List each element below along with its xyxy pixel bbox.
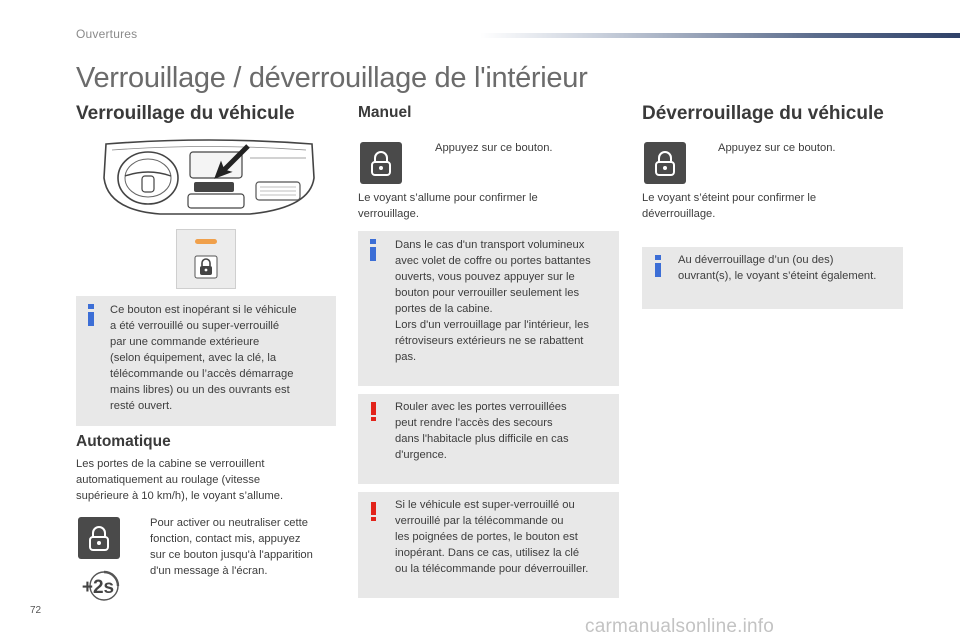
page-number: 72	[30, 605, 42, 616]
warning-icon	[370, 402, 376, 421]
automatic-instruction: Pour activer ou neutraliser cette fonction, contact mis, appuyez sur ce bouton jusqu'à l'apparition d'un message à l'écran.	[150, 517, 313, 577]
timer-icon	[76, 569, 122, 603]
manual-instruction: Appuyez sur ce bouton.	[435, 142, 553, 154]
unlock-confirm-text: Le voyant s’éteint pour confirmer le déverrouillage.	[642, 192, 817, 220]
automatic-title: Automatique	[76, 433, 171, 450]
led-indicator	[195, 239, 217, 244]
lock-icon	[369, 150, 393, 176]
manual-title: Manuel	[358, 104, 412, 121]
header-gradient-bar	[480, 33, 960, 38]
lock-section-title: Verrouillage du véhicule	[76, 103, 295, 124]
info-box-cabin-lock	[358, 231, 619, 386]
unlock-section-title: Déverrouillage du véhicule	[642, 103, 884, 124]
automatic-text: Les portes de la cabine se verrouillent automatiquement au roulage (vitesse supérieure à 10 km/h), le voyant s’allume.	[76, 458, 284, 502]
info-box-text: Ce bouton est inopérant si le véhicule a été verrouillé ou super-verrouillé par une commande extérieure (selon équipement, avec la clé, la télécommande ou l’accès démarrage mains libres) ou un des ouvrants est resté ouvert.	[110, 304, 297, 412]
page-title: Verrouillage / déverrouillage de l'intérieur	[76, 62, 588, 94]
lock-button-manual	[360, 142, 402, 184]
info-icon	[370, 239, 376, 261]
lock-switch-panel	[176, 229, 236, 289]
warning-box-text: Rouler avec les portes verrouillées peut rendre l'accès des secours dans l'habitacle plus difficile en cas d'urgence.	[395, 401, 569, 461]
warning-box-emergency	[358, 394, 619, 484]
warning-icon	[370, 502, 376, 521]
info-icon	[655, 255, 661, 277]
info-box-unlock	[642, 247, 903, 309]
plus-2-seconds-badge	[76, 569, 122, 603]
warning-box-text: Si le véhicule est super-verrouillé ou verrouillé par la télécommande ou les poignées de portes, le bouton est inopérant. Dans ce cas, utilisez la clé ou la télécommande pour déverrouiller.	[395, 499, 589, 575]
watermark: carmanualsonline.info	[585, 616, 775, 637]
lock-icon	[193, 254, 219, 280]
manual-confirm-text: Le voyant s’allume pour confirmer le verrouillage.	[358, 192, 538, 220]
section-header: Ouvertures	[76, 27, 138, 41]
lock-icon	[653, 150, 677, 176]
info-icon	[88, 304, 94, 326]
info-box-text: Au déverrouillage d’un (ou des) ouvrant(s), le voyant s’éteint également.	[678, 254, 877, 282]
lock-button-automatic	[78, 517, 120, 559]
lock-icon	[87, 525, 111, 551]
info-box-text: Dans le cas d'un transport volumineux avec volet de coffre ou portes battantes ouverts, vous pouvez appuyer sur le bouton pour verrouiller seulement les portes de la cabine. Lors d'un verrouillage par l'intérieur, les rétroviseurs extérieurs ne se rabattent pas.	[395, 239, 591, 363]
dashboard-illustration	[100, 138, 318, 220]
warning-box-super-lock	[358, 492, 619, 598]
unlock-instruction: Appuyez sur ce bouton.	[718, 142, 836, 154]
badge-label: +2s	[81, 577, 115, 598]
info-box-inoperant	[76, 296, 336, 426]
lock-button-unlock	[644, 142, 686, 184]
